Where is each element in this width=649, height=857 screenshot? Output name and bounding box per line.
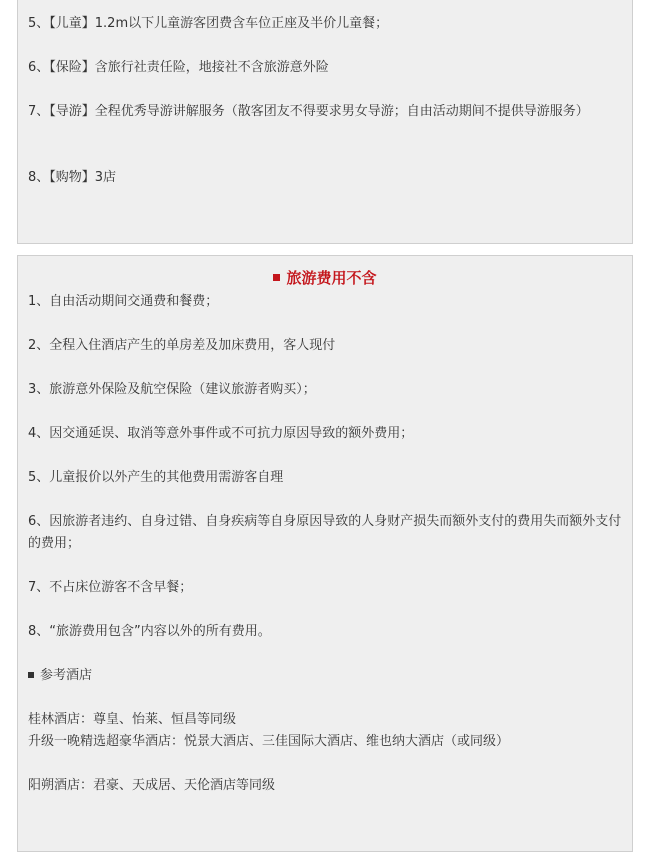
included-item-shopping: 8、【购物】3店 [28, 170, 117, 185]
included-item-children: 5、【儿童】1.2m以下儿童游客团费含车位正座及半价儿童餐； [28, 16, 389, 31]
hotel-yangshuo: 阳朔酒店：君豪、天成居、天伦酒店等同级 [28, 778, 276, 793]
included-item-insurance: 6、【保险】含旅行社责任险，地接社不含旅游意外险 [28, 60, 329, 75]
excluded-item: 1、自由活动期间交通费和餐费； [28, 294, 219, 309]
hotel-upgrade: 升级一晚精选超豪华酒店：悦景大酒店、三佳国际大酒店、维也纳大酒店（或同级） [28, 734, 510, 749]
excluded-item: 3、旅游意外保险及航空保险（建议旅游者购买）； [28, 382, 316, 397]
hotels-heading-text: 参考酒店 [40, 668, 93, 683]
included-items-panel [17, 0, 633, 244]
excluded-item: 7、不占床位游客不含早餐； [28, 580, 193, 595]
excluded-heading [18, 268, 632, 288]
excluded-item: 6、因旅游者违约、自身过错、自身疾病等自身原因导致的人身财产损失而额外支付的费用失而额外支付的费用； [28, 514, 622, 551]
square-bullet-icon [273, 274, 280, 281]
excluded-item: 8、“旅游费用包含”内容以外的所有费用。 [28, 624, 271, 639]
hotels-heading [28, 665, 624, 687]
hotel-guilin: 桂林酒店：尊皇、怡莱、恒昌等同级 [28, 712, 237, 727]
excluded-item: 2、全程入住酒店产生的单房差及加床费用，客人现付 [28, 338, 336, 353]
excluded-item: 4、因交通延误、取消等意外事件或不可抗力原因导致的额外费用； [28, 426, 414, 441]
included-item-guide: 7、【导游】全程优秀导游讲解服务（散客团友不得要求男女导游；自由活动期间不提供导游服务） [28, 104, 589, 119]
excluded-item: 5、儿童报价以外产生的其他费用需游客自理 [28, 470, 284, 485]
excluded-heading-text: 旅游费用不含 [286, 269, 377, 287]
excluded-items-panel [17, 255, 633, 852]
square-bullet-icon [28, 672, 34, 678]
